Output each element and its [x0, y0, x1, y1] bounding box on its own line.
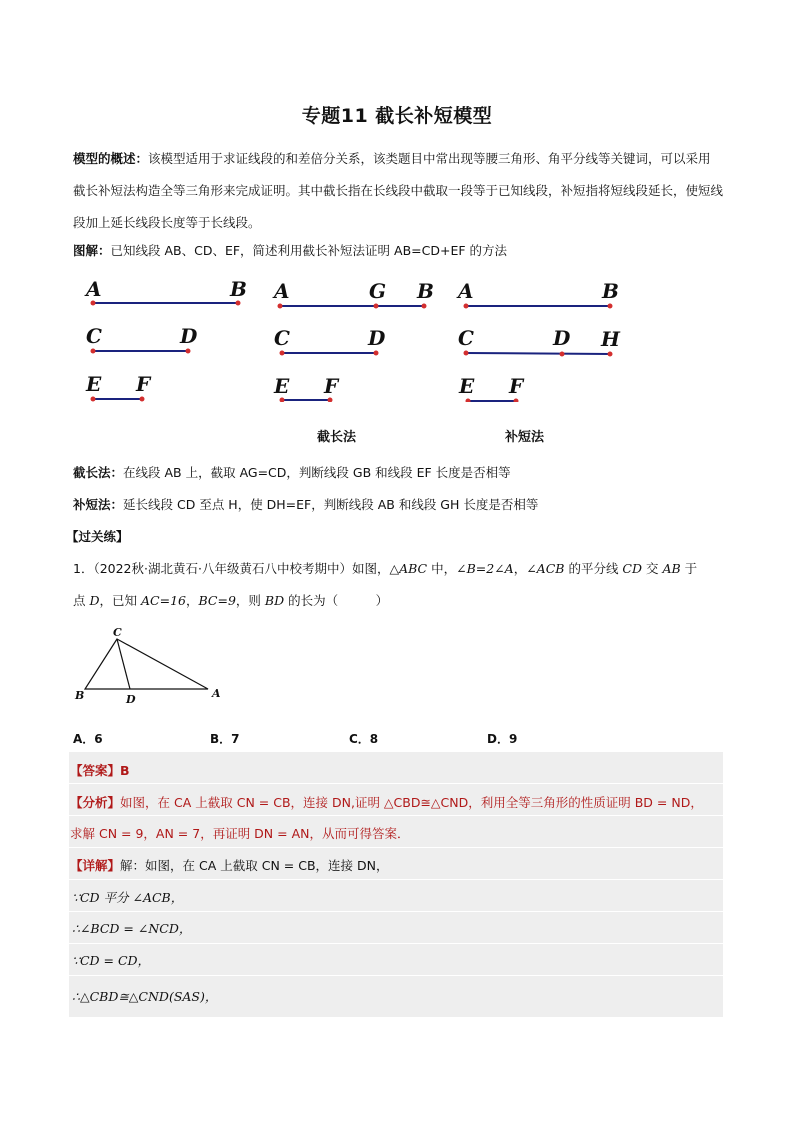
segment-ch-3 [466, 353, 610, 354]
triangle-figure [68, 622, 238, 712]
label-b: B [75, 689, 85, 702]
question-math: AB [662, 561, 681, 576]
point-b-2 [422, 304, 427, 309]
question-math: △ABC [389, 561, 428, 576]
method-add-label: 补短法： [73, 497, 124, 512]
label-b-2: B [417, 279, 434, 303]
triangle-abc [85, 639, 208, 689]
question-math: BD [264, 593, 285, 608]
analysis-tag: 【分析】 [70, 795, 121, 810]
segment-cd [117, 639, 130, 689]
detail-step-3: ∵CD = CD， [72, 953, 151, 968]
option-a[interactable]: A．6 [73, 732, 103, 746]
method-add [73, 495, 538, 513]
question-math: D [89, 593, 100, 608]
analysis-line-1 [70, 793, 703, 811]
label-a: A [212, 687, 221, 700]
question-text: 中， [427, 561, 457, 576]
question-text: 的长为（ ） [284, 593, 389, 608]
label-c-2: C [274, 326, 290, 350]
question-text: 如图， [351, 561, 390, 576]
method-cut-text: 在线段 AB 上，截取 AG=CD，判断线段 GB 和线段 EF 长度是否相等 [123, 465, 511, 480]
label-c-1: C [86, 324, 102, 348]
detail-tag: 【详解】 [70, 858, 121, 873]
question-math: ∠B=2∠A [456, 561, 514, 576]
point-f-1 [140, 397, 145, 402]
point-c-3 [464, 351, 469, 356]
point-b-3 [608, 304, 613, 309]
diagram-intro [73, 241, 507, 259]
option-c[interactable]: C．8 [349, 732, 379, 746]
divider [69, 879, 723, 880]
overview-paragraph [73, 143, 723, 239]
question-math: BC=9 [198, 593, 236, 608]
point-e-1 [91, 397, 96, 402]
label-f-1: F [136, 372, 151, 396]
point-f-2 [328, 398, 333, 403]
point-h-3 [608, 352, 613, 357]
caption-add: 补短法 [505, 430, 545, 445]
label-c-3: C [458, 326, 474, 350]
point-d-3 [560, 352, 565, 357]
question-text: ，已知 [99, 593, 141, 608]
label-c: C [113, 626, 122, 639]
question-text: ， [513, 561, 527, 576]
method-add-text: 延长线段 CD 至点 H，使 DH=EF，判断线段 AB 和线段 GH 长度是否相等 [123, 497, 539, 512]
question-line-2 [73, 591, 388, 609]
question-math: CD [622, 561, 643, 576]
question-line-1 [73, 559, 697, 577]
point-d-1 [186, 349, 191, 354]
divider [69, 911, 723, 912]
answer-tag: 【答案】 [70, 763, 121, 778]
method-cut [73, 463, 511, 481]
analysis-text: 如图，在 CA 上截取 CN = CB，连接 DN,证明 △CBD≅△CND，利用全等三角形的性质证明 BD = ND， [120, 795, 703, 810]
label-e-1: E [86, 372, 102, 396]
point-e-2 [280, 398, 285, 403]
question-number: 1． [73, 561, 94, 576]
diagram-intro-label: 图解： [73, 243, 111, 258]
practice-header: 【过关练】 [66, 529, 129, 544]
divider [69, 815, 723, 816]
point-d-2 [374, 351, 379, 356]
analysis-line-2: 求解 CN = 9，AN = 7，再证明 DN = AN，从而可得答案． [70, 826, 410, 841]
detail-line-1 [70, 856, 388, 874]
divider [69, 943, 723, 944]
label-f-2: F [324, 374, 339, 398]
divider [69, 847, 723, 848]
question-text: ，则 [235, 593, 265, 608]
question-text: 点 [73, 593, 90, 608]
label-d-1: D [180, 324, 198, 348]
label-g-2: G [369, 279, 387, 303]
label-e-3: E [459, 374, 475, 398]
detail-text: 解：如图，在 CA 上截取 CN = CB，连接 DN， [120, 858, 389, 873]
point-a-2 [278, 304, 283, 309]
label-h-3: H [601, 327, 620, 351]
option-d[interactable]: D．9 [487, 732, 518, 746]
point-b-1 [236, 301, 241, 306]
label-a-3: A [458, 279, 474, 303]
divider [69, 783, 723, 784]
answer-background [69, 752, 723, 1017]
point-f-3 [514, 399, 519, 403]
option-b[interactable]: B．7 [210, 732, 240, 746]
overview-label: 模型的概述： [73, 151, 149, 166]
label-a-2: A [274, 279, 290, 303]
point-c-1 [91, 349, 96, 354]
answer-line [70, 761, 130, 779]
question-source: （2022秋·湖北黄石·八年级黄石八中校考期中） [93, 561, 352, 576]
label-b-3: B [602, 279, 619, 303]
segment-diagrams [0, 272, 794, 402]
question-math: AC=16 [141, 593, 186, 608]
question-text: 的平分线 [564, 561, 623, 576]
method-cut-label: 截长法： [73, 465, 124, 480]
label-d: D [126, 693, 136, 706]
label-b-1: B [230, 277, 247, 301]
detail-step-4: ∴△CBD≅△CND(SAS)， [72, 989, 218, 1004]
point-g-2 [374, 304, 379, 309]
point-e-3 [466, 399, 471, 403]
caption-cut: 截长法 [317, 430, 357, 445]
label-e-2: E [274, 374, 290, 398]
page-title: 专题11 截长补短模型 [301, 105, 493, 127]
point-c-2 [280, 351, 285, 356]
label-f-3: F [509, 374, 524, 398]
point-a-3 [464, 304, 469, 309]
question-text: 交 [642, 561, 663, 576]
divider [69, 975, 723, 976]
overview-text: 该模型适用于求证线段的和差倍分关系，该类题目中常出现等腰三角形、角平分线等关键词，可以采用截长补短法构造全等三角形来完成证明。其中截长指在长线段中截取一段等于已知线段，补短指将短线段延长，使短线段加上延长线段长度等于长线段。 [73, 151, 724, 230]
label-a-1: A [86, 277, 102, 301]
answer-value: B [120, 763, 130, 778]
label-d-3: D [553, 326, 571, 350]
question-text: 于 [680, 561, 698, 576]
detail-step-1: ∵CD 平分 ∠ACB， [72, 890, 184, 905]
question-text: ， [185, 593, 199, 608]
label-d-2: D [368, 326, 386, 350]
point-a-1 [91, 301, 96, 306]
question-math: ∠ACB [526, 561, 565, 576]
diagram-intro-text: 已知线段 AB、CD、EF，简述利用截长补短法证明 AB=CD+EF 的方法 [110, 243, 508, 258]
detail-step-2: ∴∠BCD = ∠NCD， [72, 921, 192, 936]
